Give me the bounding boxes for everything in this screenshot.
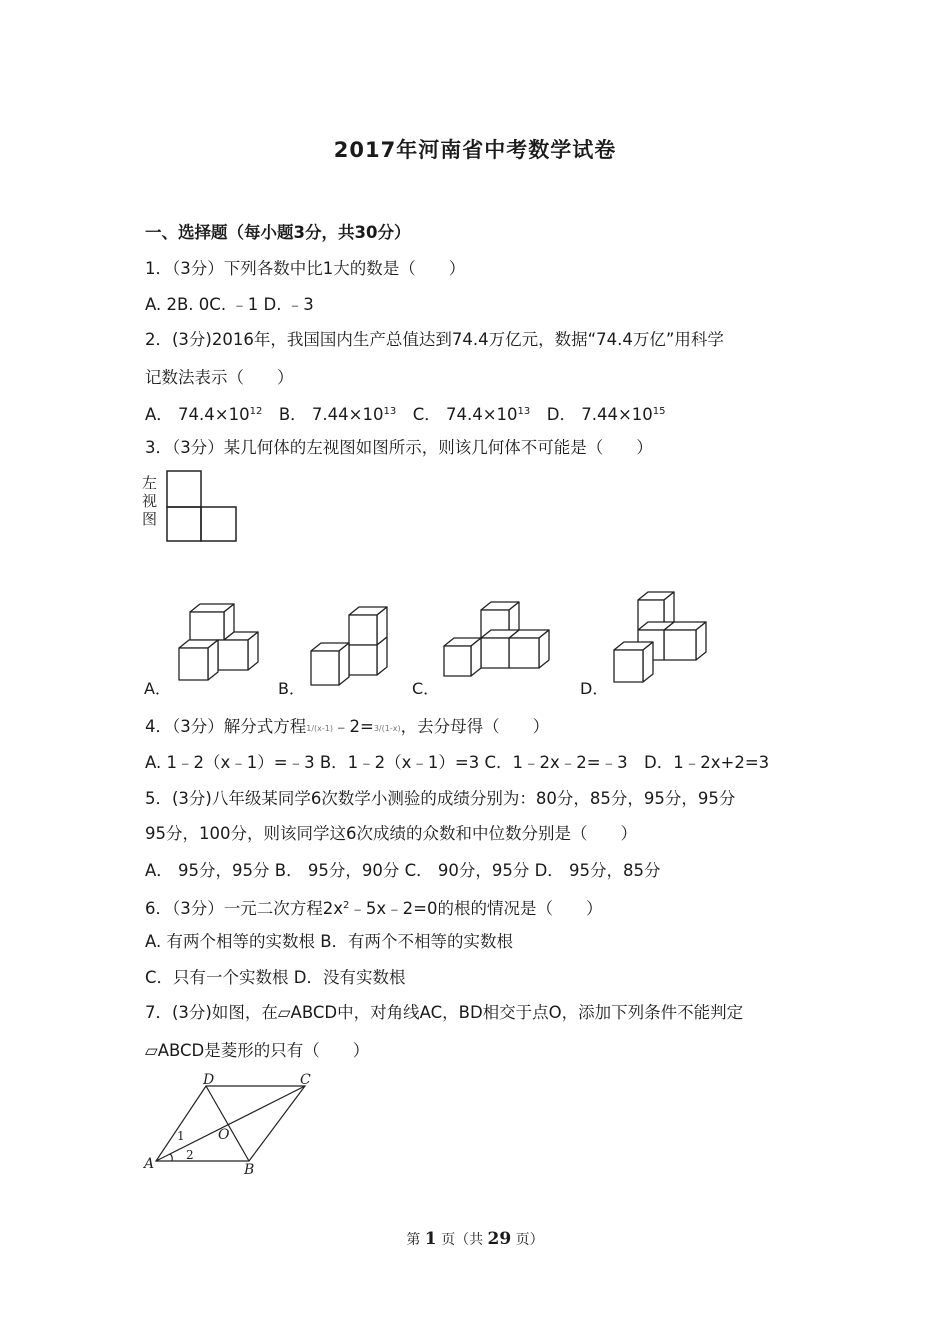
angle-label-1: 1: [177, 1129, 185, 1143]
q1-options: A. 2B. 0C. ﹣1 D. ﹣3: [145, 295, 314, 314]
footer-total-pages: 29: [487, 1229, 512, 1249]
q6-options-cd: C．只有一个实数根 D．没有实数根: [145, 968, 406, 987]
vertex-label-d: D: [203, 1072, 215, 1088]
q6-exponent: 2: [343, 900, 350, 911]
q2-stem-line1: 2．(3分)2016年，我国国内生产总值达到74.4万亿元，数据“74.4万亿”用科学: [145, 330, 724, 349]
q3-option-a-label: A．: [144, 679, 171, 698]
q2-option-d: D． 7.44×10: [530, 405, 653, 424]
q6-stem-part-1: 6．（3分）一元二次方程2x: [145, 899, 344, 918]
q3-option-c-figure: [438, 598, 553, 688]
q4-stem-part-3: ，去分母得（ ）: [400, 717, 550, 736]
q7-stem-line2: ▱ABCD是菱形的只有（ ）: [145, 1041, 370, 1060]
q2-options: [145, 401, 815, 426]
vertex-label-a: A: [144, 1156, 155, 1172]
q3-option-b-figure: [305, 605, 395, 690]
q4-stem: [145, 716, 815, 740]
view-label-char-3: 图: [142, 510, 158, 528]
q2-option-d-exponent: 15: [652, 406, 666, 417]
footer-page-number: 1: [424, 1229, 437, 1249]
q3-option-c-label: C．: [412, 679, 440, 698]
q3-option-d-figure: [608, 588, 713, 688]
angle-label-2: 2: [186, 1148, 194, 1162]
view-label-char-2: 视: [142, 492, 158, 510]
center-label-o: O: [218, 1127, 230, 1143]
q6-options-ab: A. 有两个相等的实数根 B．有两个不相等的实数根: [145, 932, 514, 951]
q5-stem-line2: 95分，100分，则该同学这6次成绩的众数和中位数分别是（ ）: [145, 824, 637, 843]
view-label-char-1: 左: [142, 474, 158, 492]
q2-option-b: B． 7.44×10: [262, 405, 384, 424]
q6-stem-part-2: ﹣5x﹣2=0的根的情况是（ ）: [349, 899, 603, 918]
q3-option-a-figure: [175, 600, 265, 690]
q4-stem-part-2: ﹣2=: [333, 717, 374, 736]
q2-option-a-exponent: 12: [249, 406, 263, 417]
q4-options: A. 1﹣2（x﹣1）=﹣3 B．1﹣2（x﹣1）=3 C．1﹣2x﹣2=﹣3 D．1﹣2x+2=3: [145, 753, 770, 772]
q3-left-view-figure: [140, 470, 240, 545]
q4-stem-part-1: 4．（3分）解分式方程: [145, 717, 307, 736]
q7-stem-line1: 7．(3分)如图，在▱ABCD中，对角线AC，BD相交于点O，添加下列条件不能判定: [145, 1003, 744, 1022]
footer-middle: 页（共: [436, 1232, 488, 1248]
q5-options: A． 95分，95分 B． 95分，90分 C． 90分，95分 D． 95分，85分: [145, 861, 661, 880]
q2-option-c-exponent: 13: [517, 406, 531, 417]
q3-option-d-label: D．: [580, 679, 609, 698]
page-title: 2017年河南省中考数学试卷: [333, 138, 617, 162]
footer-prefix: 第: [406, 1232, 425, 1248]
q1-stem: 1．（3分）下列各数中比1大的数是（ ）: [145, 259, 466, 278]
vertex-label-b: B: [244, 1162, 255, 1178]
page-footer: [0, 1229, 950, 1249]
q2-option-b-exponent: 13: [383, 406, 397, 417]
q3-stem: 3．（3分）某几何体的左视图如图所示，则该几何体不可能是（ ）: [145, 438, 653, 457]
footer-suffix: 页）: [511, 1232, 544, 1248]
q2-stem-line2: 记数法表示（ ）: [145, 368, 294, 387]
section-heading-choice: 一、选择题（每小题3分，共30分）: [145, 223, 411, 242]
q4-fraction-1: 1/(x-1): [306, 724, 333, 733]
q2-option-a: A． 74.4×10: [145, 405, 250, 424]
vertex-label-c: C: [300, 1072, 311, 1088]
q4-fraction-2: 3/(1-x): [373, 724, 401, 733]
q7-parallelogram-figure: [140, 1068, 320, 1178]
q6-stem: [145, 895, 815, 920]
q5-stem-line1: 5．(3分)八年级某同学6次数学小测验的成绩分别为：80分，85分，95分，95分: [145, 789, 736, 808]
q2-option-c: C． 74.4×10: [396, 405, 518, 424]
q3-option-b-label: B．: [278, 679, 305, 698]
